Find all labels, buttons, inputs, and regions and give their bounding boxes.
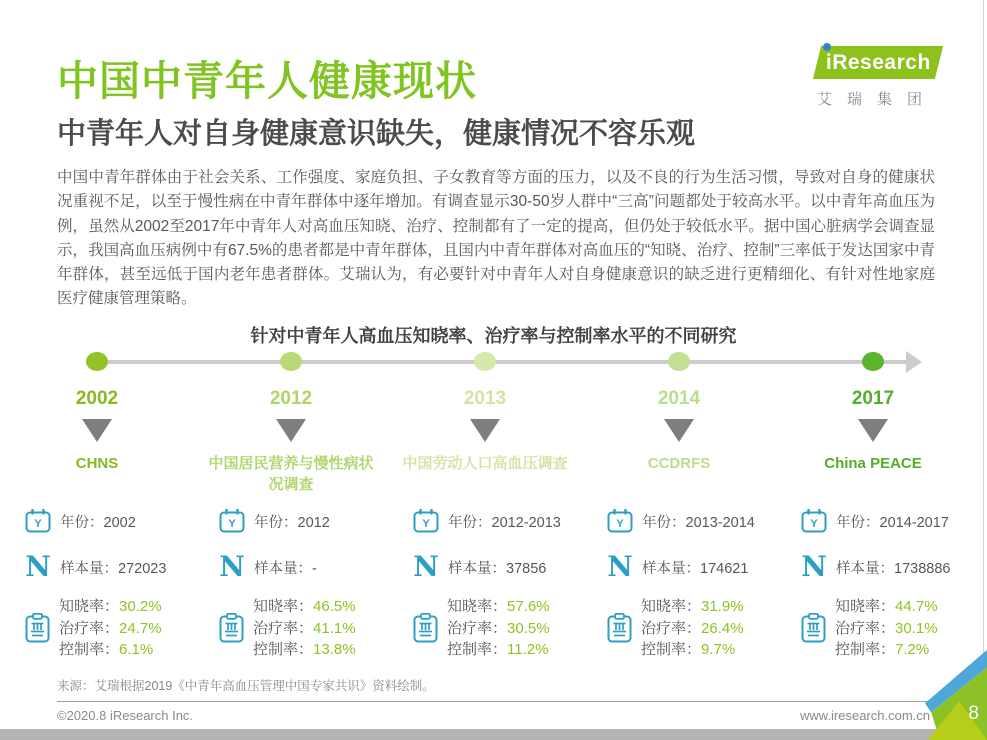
source-note: 来源：艾瑞根据2019《中青年高血压管理中国专家共识》资料绘制。 [57,679,435,693]
sample-value: 样本量：- [254,560,317,577]
page-title: 中国中青年人健康现状 [57,58,477,104]
down-triangle-icon [276,419,306,442]
study-column [584,506,774,661]
study-name: CCDRFS [647,455,711,472]
rates-block [835,596,938,661]
study-details [2,506,968,661]
clipboard-icon [801,613,826,643]
svg-text:Y: Y [34,518,42,530]
control-rate: 控制率：9.7% [641,641,736,658]
svg-text:Y: Y [422,518,430,530]
calendar-icon [413,509,439,533]
study-column [390,506,580,661]
study-column [196,506,386,661]
treatment-rate: 治疗率：26.4% [641,619,744,637]
study-names [2,453,968,495]
year-value: 年份：2013-2014 [642,514,755,531]
timeline-years [2,388,968,410]
calendar-icon [219,509,245,533]
calendar-icon [607,509,633,533]
rates-block [253,596,356,661]
timeline-dot [862,352,884,371]
logo-text: iResearch [825,50,931,74]
control-rate: 控制率：7.2% [835,641,930,658]
clipboard-icon [219,613,244,643]
page-number: 8 [968,703,979,724]
rates-block [641,596,744,661]
website-link: www.iresearch.com.cn [799,708,930,723]
timeline-year-label: 2013 [463,388,507,409]
timeline-dots [2,352,968,376]
treatment-rate: 治疗率：30.1% [835,619,938,637]
awareness-rate: 知晓率：30.2% [59,598,162,615]
timeline-year-label: 2014 [657,388,701,409]
svg-text:Y: Y [616,518,624,530]
control-rate: 控制率：6.1% [59,641,154,658]
timeline [0,350,987,376]
sample-value: 样本量：37856 [448,560,547,577]
awareness-rate: 知晓率：46.5% [253,598,356,615]
body-paragraph: 中国中青年群体由于社会关系、工作强度、家庭负担、子女教育等方面的压力，以及不良的行为生活习惯，导致对自身的健康状况重视不足，以至于慢性病在中青年群体中逐年增加。有调查显示30-50岁人群中“三高”问题都处于较高水平。以中青年高血压为例，虽然从2002至2017年中青年人对高血压知晓、治疗、控制都有了一定的提高，但仍处于较低水平。据中国心脏病学会调查显示，我国高血压病例中有67.5%的患者都是中青年群体，且国内中青年群体对高血压的“知晓、治疗、控制”三率低于发达国家中青年群体，甚至远低于国内老年患者群体。艾瑞认为，有必要针对中青年人对自身健康意识的缺乏进行更精细化、有针对性地家庭医疗健康管理策略。 [57,169,935,308]
study-name: 中国居民营养与慢性病状况调查 [208,455,374,493]
awareness-rate: 知晓率：44.7% [835,598,938,615]
footer-divider [57,701,935,702]
iresearch-logo [799,46,949,109]
calendar-icon [801,509,827,533]
timeline-year-label: 2017 [851,388,895,409]
calendar-icon [25,509,51,533]
bottom-bar [0,729,987,740]
svg-text:Y: Y [810,518,818,530]
clipboard-icon [25,613,50,643]
timeline-year-label: 2012 [269,388,313,409]
control-rate: 控制率：13.8% [253,641,356,658]
corner-decoration [925,648,987,740]
down-triangle-icon [470,419,500,442]
rates-block [447,596,550,661]
timeline-year-label: 2002 [75,388,119,409]
logo-parallelogram [813,46,943,79]
study-column [2,506,192,661]
sample-size-icon: N [801,550,827,583]
timeline-dot [668,352,690,371]
awareness-rate: 知晓率：57.6% [447,598,550,615]
study-name: China PEACE [824,455,922,472]
sample-value: 样本量：272023 [60,560,167,577]
down-triangle-icon [858,419,888,442]
clipboard-icon [413,613,438,643]
page-subtitle: 中青年人对自身健康意识缺失，健康情况不容乐观 [57,118,696,150]
sample-size-icon: N [413,550,439,583]
treatment-rate: 治疗率：24.7% [59,619,162,637]
down-triangle-icon [82,419,112,442]
study-name: 中国劳动人口高血压调查 [402,455,568,472]
treatment-rate: 治疗率：41.1% [253,619,356,637]
timeline-dot [280,352,302,371]
down-triangle-icon [664,419,694,442]
sample-size-icon: N [25,550,51,583]
year-value: 年份：2002 [60,514,136,531]
clipboard-icon [607,613,632,643]
treatment-rate: 治疗率：30.5% [447,619,550,637]
timeline-pointers [2,419,968,447]
logo-i-dot-icon [823,43,831,51]
sample-size-icon: N [219,550,245,583]
rates-block [59,596,162,661]
sample-value: 样本量：174621 [642,560,749,577]
sample-value: 样本量：1738886 [836,560,951,577]
copyright: ©2020.8 iResearch Inc. [57,708,194,723]
year-value: 年份：2014-2017 [836,514,949,531]
sample-size-icon: N [607,550,633,583]
study-name: CHNS [75,455,119,472]
year-value: 年份：2012-2013 [448,514,561,531]
year-value: 年份：2012 [254,514,330,531]
logo-subtext: 艾瑞集团 [816,91,937,108]
chart-title: 针对中青年人高血压知晓率、治疗率与控制率水平的不同研究 [250,326,737,346]
study-column [778,506,968,661]
timeline-dot [86,352,108,371]
timeline-dot [474,352,496,371]
svg-text:Y: Y [228,518,236,530]
awareness-rate: 知晓率：31.9% [641,598,744,615]
control-rate: 控制率：11.2% [447,641,549,658]
